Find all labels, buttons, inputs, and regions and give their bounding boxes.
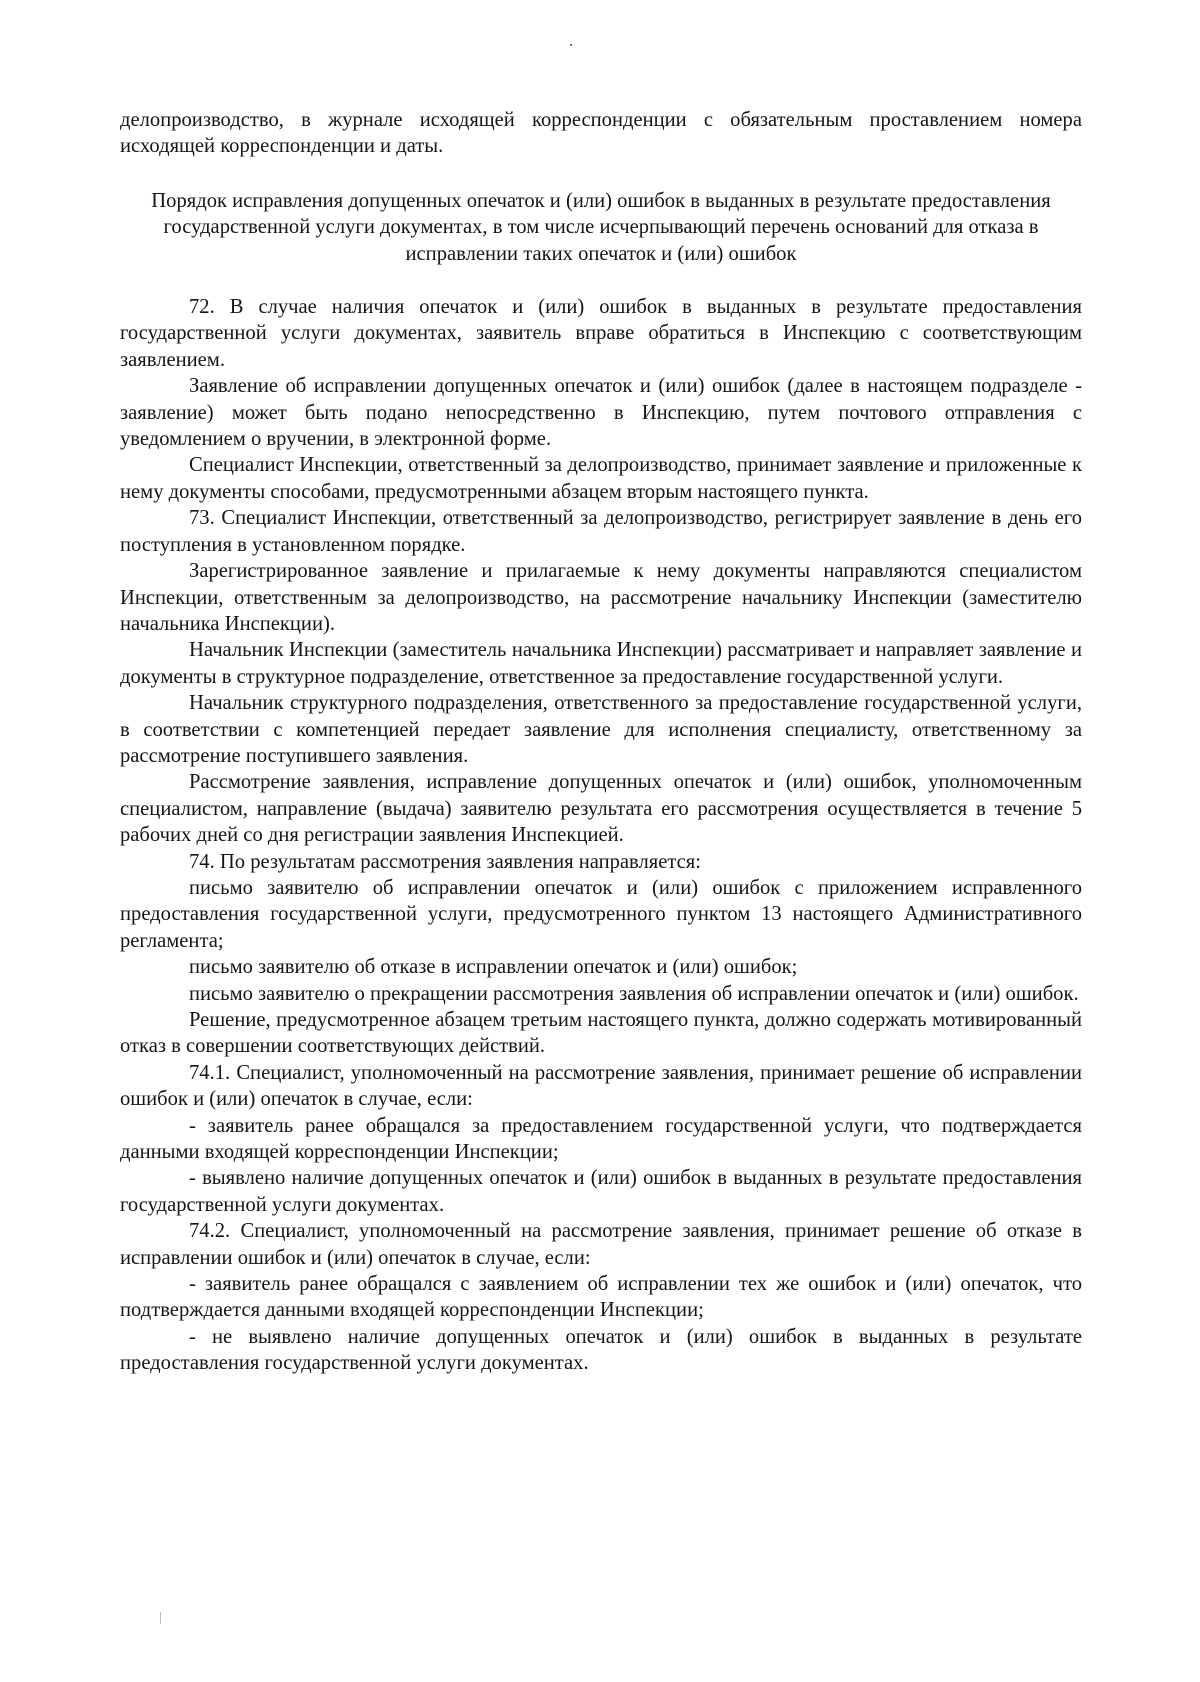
paragraph-74-1: 74.1. Специалист, уполномоченный на рассмотрение заявления, принимает решение об исправлении ошибок и (или) опечаток в случае, если: — [120, 1061, 1082, 1111]
spacer — [120, 160, 1082, 188]
spacer — [120, 267, 1082, 294]
list-item: письмо заявителю об отказе в исправлении опечаток и (или) ошибок; — [189, 956, 798, 979]
list-item: письмо заявителю об исправлении опечаток и (или) ошибок с приложением исправленного предоставления государственной услуги, предусмотренного пунктом 13 настоящего Административного регламента; — [120, 876, 1082, 952]
paragraph: Рассмотрение заявления, исправление допущенных опечаток и (или) ошибок, уполномоченным специалистом, направление (выдача) заявителю результата его рассмотрения осуществляется в течение 5 рабочих дней со дня регистрации заявления Инспекцией. — [120, 771, 1082, 847]
list-item: - не выявлено наличие допущенных опечаток и (или) ошибок в выданных в результате предоставления государственной услуги документах. — [120, 1325, 1082, 1375]
paragraph: Специалист Инспекции, ответственный за делопроизводство, принимает заявление и приложенные к нему документы способами, предусмотренными абзацем вторым настоящего пункта. — [120, 454, 1082, 503]
lead-paragraph: делопроизводство, в журнале исходящей корреспонденции с обязательным проставлением номера исходящей корреспонденции и даты. — [120, 109, 1082, 158]
list-item: - выявлено наличие допущенных опечаток и (или) ошибок в выданных в результате предоставления государственной услуги документах. — [120, 1167, 1082, 1216]
section-heading: Порядок исправления допущенных опечаток и (или) ошибок в выданных в результате предоставления государственной услуги документах, в том числе исчерпывающий перечень оснований для отказа в исправлении таких опечаток и (или) ошибок — [151, 189, 1051, 265]
list-item: - заявитель ранее обращался за предоставлением государственной услуги, что подтверждается данными входящей корреспонденции Инспекции; — [120, 1114, 1082, 1164]
scan-mark — [160, 1612, 161, 1624]
list-item: - заявитель ранее обращался с заявлением об исправлении тех же ошибок и (или) опечаток, что подтверждается данными входящей корреспонденции Инспекции; — [120, 1273, 1082, 1322]
paragraph: Начальник структурного подразделения, ответственного за предоставление государственной услуги, в соответствии с компетенцией передает заявление для исполнения специалисту, ответственному за рассмотрение поступившего заявления. — [120, 692, 1082, 767]
scan-speck — [570, 44, 572, 46]
paragraph-72: 72. В случае наличия опечаток и (или) ошибок в выданных в результате предоставления государственной услуги документах, заявитель вправе обратиться в Инспекцию с соответствующим заявлением. — [120, 296, 1082, 371]
list-item: письмо заявителю о прекращении рассмотрения заявления об исправлении опечаток и (или) ошибок. — [189, 982, 1079, 1005]
paragraph-74: 74. По результатам рассмотрения заявления направляется: — [189, 850, 701, 873]
paragraph: Зарегистрированное заявление и прилагаемые к нему документы направляются специалистом Инспекции, ответственным за делопроизводство, на рассмотрение начальнику Инспекции (заместителю начальника Инспекции). — [120, 560, 1082, 635]
document-body — [120, 107, 1082, 1377]
paragraph-73: 73. Специалист Инспекции, ответственный за делопроизводство, регистрирует заявление в день его поступления в установленном порядке. — [120, 507, 1082, 556]
paragraph: Заявление об исправлении допущенных опечаток и (или) ошибок (далее в настоящем подразделе - заявление) может быть подано непосредственно в Инспекцию, путем почтового отправления с уведомлением о вручении, в электронной форме. — [120, 375, 1082, 451]
paragraph: Начальник Инспекции (заместитель начальника Инспекции) рассматривает и направляет заявление и документы в структурное подразделение, ответственное за предоставление государственной услуги. — [120, 639, 1082, 688]
paragraph: Решение, предусмотренное абзацем третьим настоящего пункта, должно содержать мотивированный отказ в совершении соответствующих действий. — [120, 1009, 1082, 1058]
paragraph-74-2: 74.2. Специалист, уполномоченный на рассмотрение заявления, принимает решение об отказе в исправлении ошибок и (или) опечаток в случае, если: — [120, 1220, 1082, 1269]
